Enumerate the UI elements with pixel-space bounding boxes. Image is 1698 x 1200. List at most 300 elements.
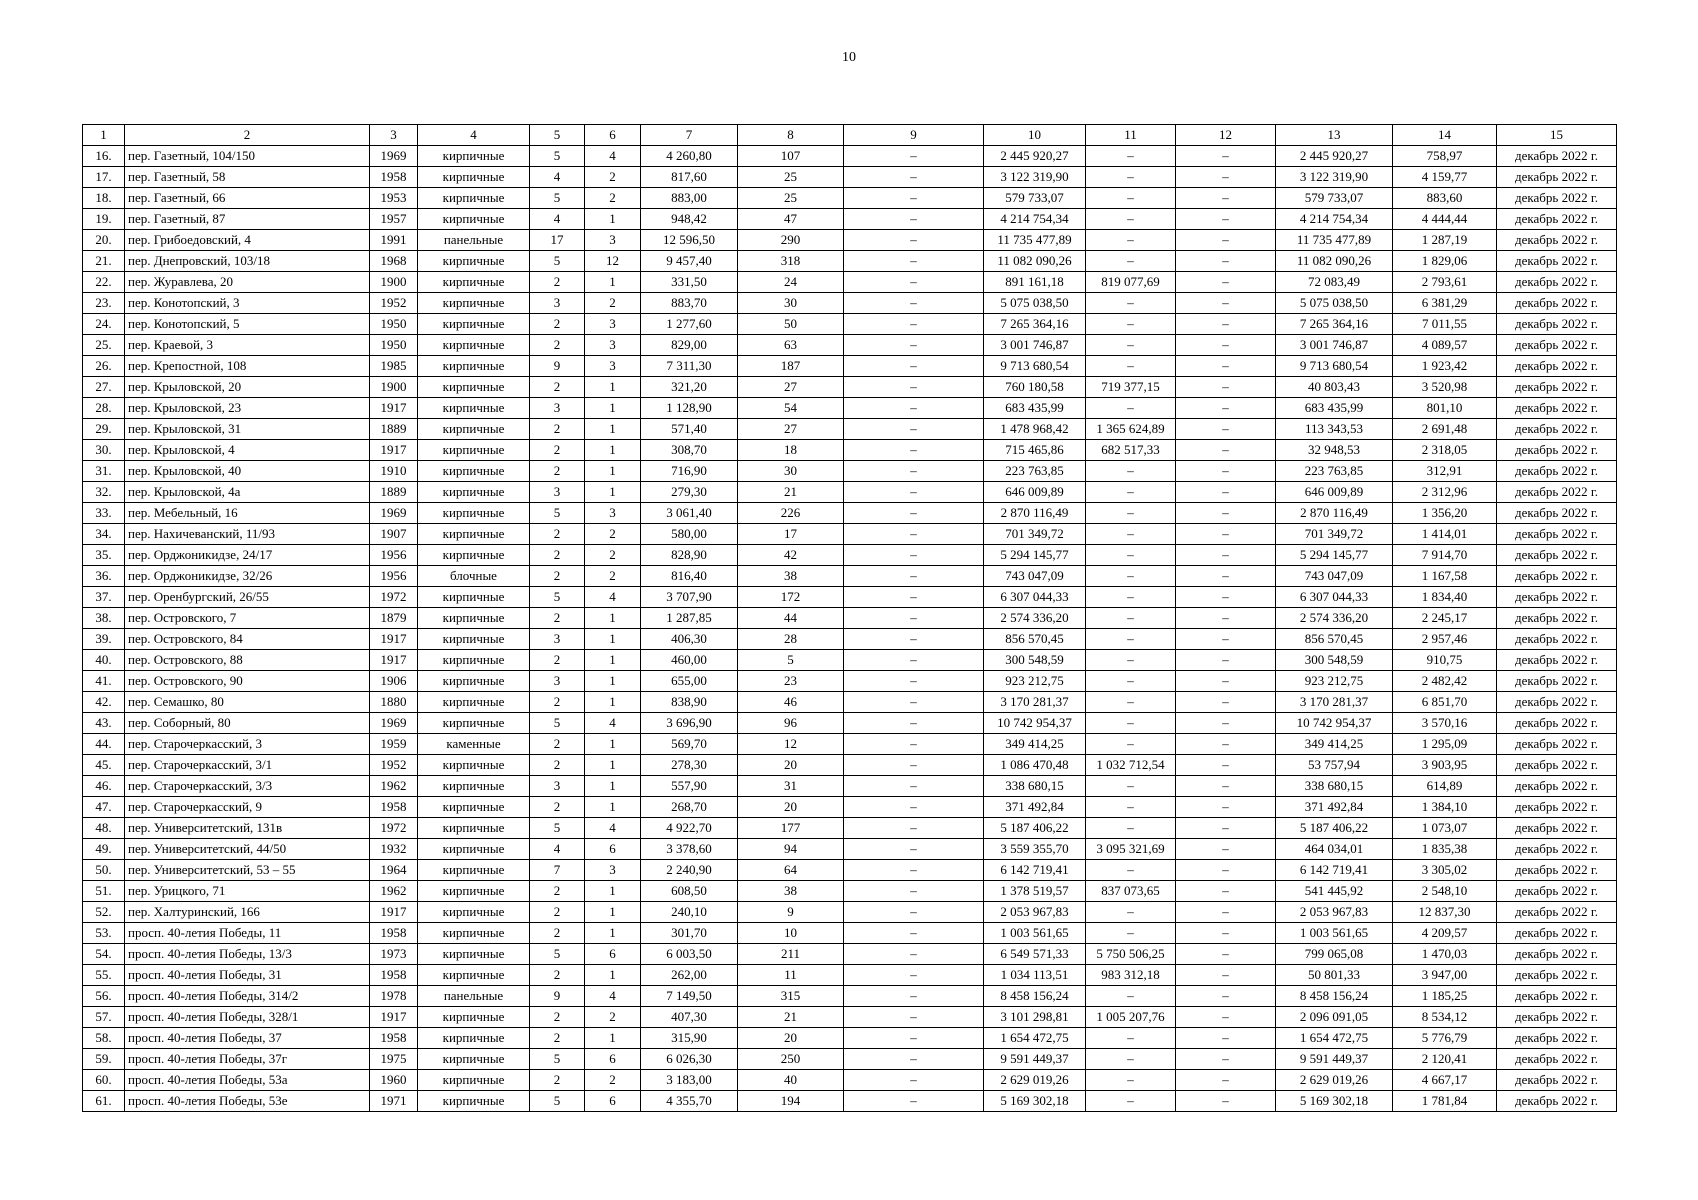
cell-floors: 2 [530,1070,585,1091]
cell-unit-cost: 8 534,12 [1393,1007,1497,1028]
cell-cost-col-12: – [1176,1091,1276,1112]
table-row [83,902,1617,923]
cell-cost-col-13: 10 742 954,37 [1276,713,1393,734]
cell-cost-col-9: – [844,188,984,209]
cell-cost-col-13: 300 548,59 [1276,650,1393,671]
cell-total-area: 828,90 [641,545,738,566]
cell-residents: 177 [738,818,844,839]
cell-year-built: 1956 [370,545,418,566]
cell-cost-col-12: – [1176,902,1276,923]
cell-completion-date: декабрь 2022 г. [1497,944,1617,965]
cell-year-built: 1906 [370,671,418,692]
table-row [83,1028,1617,1049]
cell-entrances: 4 [585,587,641,608]
cell-unit-cost: 1 167,58 [1393,566,1497,587]
cell-cost-col-11: – [1086,398,1176,419]
cell-wall-material: кирпичные [418,461,530,482]
cell-cost-col-12: – [1176,986,1276,1007]
cell-total-cost: 8 458 156,24 [984,986,1086,1007]
cell-completion-date: декабрь 2022 г. [1497,902,1617,923]
cell-wall-material: блочные [418,566,530,587]
table-row [83,335,1617,356]
cell-year-built: 1959 [370,734,418,755]
cell-cost-col-9: – [844,146,984,167]
cell-entrances: 6 [585,1049,641,1070]
cell-completion-date: декабрь 2022 г. [1497,608,1617,629]
cell-cost-col-9: – [844,818,984,839]
cell-cost-col-12: – [1176,881,1276,902]
cell-cost-col-13: 50 801,33 [1276,965,1393,986]
cell-cost-col-12: – [1176,545,1276,566]
cell-entrances: 1 [585,440,641,461]
cell-residents: 47 [738,209,844,230]
cell-wall-material: кирпичные [418,965,530,986]
cell-entrances: 1 [585,734,641,755]
cell-address: пер. Нахичеванский, 11/93 [125,524,370,545]
cell-year-built: 1969 [370,503,418,524]
cell-completion-date: декабрь 2022 г. [1497,1007,1617,1028]
cell-address: пер. Краевой, 3 [125,335,370,356]
cell-address: просп. 40-летия Победы, 328/1 [125,1007,370,1028]
cell-total-area: 7 149,50 [641,986,738,1007]
cell-total-area: 4 355,70 [641,1091,738,1112]
cell-wall-material: кирпичные [418,251,530,272]
cell-row-number: 41. [83,671,125,692]
cell-row-number: 20. [83,230,125,251]
cell-cost-col-13: 5 294 145,77 [1276,545,1393,566]
cell-completion-date: декабрь 2022 г. [1497,377,1617,398]
cell-entrances: 1 [585,461,641,482]
cell-cost-col-12: – [1176,461,1276,482]
cell-wall-material: кирпичные [418,755,530,776]
cell-cost-col-13: 1 654 472,75 [1276,1028,1393,1049]
cell-address: пер. Соборный, 80 [125,713,370,734]
cell-floors: 2 [530,734,585,755]
cell-floors: 2 [530,524,585,545]
cell-year-built: 1969 [370,146,418,167]
cell-completion-date: декабрь 2022 г. [1497,545,1617,566]
cell-unit-cost: 3 305,02 [1393,860,1497,881]
cell-total-cost: 2 445 920,27 [984,146,1086,167]
cell-row-number: 57. [83,1007,125,1028]
table-row [83,755,1617,776]
cell-cost-col-12: – [1176,1049,1276,1070]
cell-year-built: 1917 [370,902,418,923]
table-row [83,734,1617,755]
cell-row-number: 55. [83,965,125,986]
cell-unit-cost: 3 947,00 [1393,965,1497,986]
table-row [83,1070,1617,1091]
cell-unit-cost: 2 548,10 [1393,881,1497,902]
cell-wall-material: кирпичные [418,923,530,944]
cell-unit-cost: 6 851,70 [1393,692,1497,713]
table-row [83,881,1617,902]
cell-entrances: 12 [585,251,641,272]
cell-total-area: 6 003,50 [641,944,738,965]
cell-residents: 27 [738,419,844,440]
cell-cost-col-9: – [844,251,984,272]
cell-floors: 2 [530,419,585,440]
cell-address: просп. 40-летия Победы, 53а [125,1070,370,1091]
cell-completion-date: декабрь 2022 г. [1497,209,1617,230]
cell-address: просп. 40-летия Победы, 31 [125,965,370,986]
cell-row-number: 51. [83,881,125,902]
cell-residents: 107 [738,146,844,167]
cell-completion-date: декабрь 2022 г. [1497,293,1617,314]
cell-unit-cost: 12 837,30 [1393,902,1497,923]
cell-cost-col-12: – [1176,293,1276,314]
cell-address: пер. Крыловской, 31 [125,419,370,440]
cell-total-cost: 1 086 470,48 [984,755,1086,776]
cell-residents: 38 [738,881,844,902]
cell-floors: 5 [530,944,585,965]
cell-entrances: 4 [585,713,641,734]
cell-total-area: 655,00 [641,671,738,692]
cell-unit-cost: 7 011,55 [1393,314,1497,335]
cell-completion-date: декабрь 2022 г. [1497,251,1617,272]
cell-entrances: 2 [585,1070,641,1091]
cell-row-number: 34. [83,524,125,545]
cell-residents: 94 [738,839,844,860]
cell-total-cost: 5 294 145,77 [984,545,1086,566]
table-row [83,398,1617,419]
cell-cost-col-12: – [1176,398,1276,419]
cell-cost-col-9: – [844,860,984,881]
column-header-2: 2 [125,125,370,146]
table-row [83,272,1617,293]
cell-cost-col-13: 72 083,49 [1276,272,1393,293]
cell-entrances: 2 [585,1007,641,1028]
cell-unit-cost: 3 570,16 [1393,713,1497,734]
cell-row-number: 22. [83,272,125,293]
cell-cost-col-11: 1 005 207,76 [1086,1007,1176,1028]
cell-cost-col-12: – [1176,209,1276,230]
cell-floors: 5 [530,251,585,272]
cell-cost-col-11: – [1086,146,1176,167]
cell-unit-cost: 4 667,17 [1393,1070,1497,1091]
cell-year-built: 1880 [370,692,418,713]
cell-cost-col-13: 464 034,01 [1276,839,1393,860]
cell-completion-date: декабрь 2022 г. [1497,335,1617,356]
cell-address: пер. Крыловской, 40 [125,461,370,482]
cell-completion-date: декабрь 2022 г. [1497,629,1617,650]
cell-year-built: 1952 [370,293,418,314]
cell-cost-col-9: – [844,881,984,902]
cell-cost-col-12: – [1176,440,1276,461]
table-row [83,146,1617,167]
cell-floors: 2 [530,608,585,629]
cell-wall-material: кирпичные [418,188,530,209]
cell-unit-cost: 4 089,57 [1393,335,1497,356]
cell-unit-cost: 3 903,95 [1393,755,1497,776]
cell-cost-col-11: – [1086,629,1176,650]
cell-floors: 5 [530,587,585,608]
cell-unit-cost: 5 776,79 [1393,1028,1497,1049]
cell-wall-material: кирпичные [418,692,530,713]
cell-floors: 3 [530,776,585,797]
cell-floors: 5 [530,503,585,524]
cell-row-number: 26. [83,356,125,377]
table-row [83,650,1617,671]
table-row [83,671,1617,692]
cell-entrances: 6 [585,839,641,860]
cell-floors: 2 [530,272,585,293]
cell-total-cost: 3 559 355,70 [984,839,1086,860]
column-number-row [83,125,1617,146]
cell-year-built: 1953 [370,188,418,209]
cell-residents: 30 [738,293,844,314]
column-header-3: 3 [370,125,418,146]
cell-address: пер. Грибоедовский, 4 [125,230,370,251]
cell-address: пер. Орджоникидзе, 32/26 [125,566,370,587]
column-header-9: 9 [844,125,984,146]
cell-address: просп. 40-летия Победы, 37 [125,1028,370,1049]
cell-floors: 5 [530,1049,585,1070]
cell-total-cost: 2 629 019,26 [984,1070,1086,1091]
cell-address: пер. Крыловской, 4 [125,440,370,461]
table-row [83,167,1617,188]
cell-total-area: 407,30 [641,1007,738,1028]
cell-residents: 96 [738,713,844,734]
cell-cost-col-12: – [1176,314,1276,335]
cell-cost-col-11: – [1086,314,1176,335]
cell-floors: 5 [530,1091,585,1112]
cell-residents: 24 [738,272,844,293]
cell-floors: 3 [530,671,585,692]
cell-wall-material: кирпичные [418,146,530,167]
cell-entrances: 1 [585,398,641,419]
cell-cost-col-9: – [844,230,984,251]
cell-row-number: 19. [83,209,125,230]
table-row [83,377,1617,398]
cell-total-cost: 1 034 113,51 [984,965,1086,986]
cell-entrances: 1 [585,797,641,818]
cell-completion-date: декабрь 2022 г. [1497,419,1617,440]
cell-unit-cost: 1 835,38 [1393,839,1497,860]
cell-cost-col-13: 223 763,85 [1276,461,1393,482]
cell-total-area: 817,60 [641,167,738,188]
cell-cost-col-12: – [1176,734,1276,755]
cell-total-area: 716,90 [641,461,738,482]
cell-cost-col-12: – [1176,818,1276,839]
cell-completion-date: декабрь 2022 г. [1497,482,1617,503]
cell-completion-date: декабрь 2022 г. [1497,734,1617,755]
table-row [83,797,1617,818]
cell-entrances: 3 [585,356,641,377]
cell-cost-col-13: 1 003 561,65 [1276,923,1393,944]
cell-year-built: 1972 [370,818,418,839]
cell-cost-col-11: – [1086,335,1176,356]
cell-total-cost: 3 122 319,90 [984,167,1086,188]
cell-wall-material: кирпичные [418,1028,530,1049]
cell-total-area: 3 183,00 [641,1070,738,1091]
cell-entrances: 2 [585,188,641,209]
cell-wall-material: кирпичные [418,881,530,902]
cell-total-cost: 701 349,72 [984,524,1086,545]
cell-entrances: 1 [585,671,641,692]
cell-wall-material: кирпичные [418,377,530,398]
cell-residents: 194 [738,1091,844,1112]
cell-entrances: 4 [585,146,641,167]
cell-residents: 23 [738,671,844,692]
cell-year-built: 1958 [370,965,418,986]
cell-entrances: 3 [585,314,641,335]
cell-residents: 226 [738,503,844,524]
cell-entrances: 1 [585,209,641,230]
table-row [83,1007,1617,1028]
cell-row-number: 43. [83,713,125,734]
cell-year-built: 1900 [370,377,418,398]
cell-cost-col-11: – [1086,1049,1176,1070]
cell-completion-date: декабрь 2022 г. [1497,272,1617,293]
cell-year-built: 1985 [370,356,418,377]
table-row [83,209,1617,230]
cell-address: пер. Урицкого, 71 [125,881,370,902]
cell-cost-col-11: – [1086,251,1176,272]
cell-year-built: 1971 [370,1091,418,1112]
cell-total-cost: 2 870 116,49 [984,503,1086,524]
cell-completion-date: декабрь 2022 г. [1497,671,1617,692]
cell-unit-cost: 1 414,01 [1393,524,1497,545]
cell-cost-col-11: 682 517,33 [1086,440,1176,461]
cell-wall-material: кирпичные [418,713,530,734]
cell-year-built: 1972 [370,587,418,608]
cell-residents: 44 [738,608,844,629]
cell-total-cost: 4 214 754,34 [984,209,1086,230]
cell-cost-col-12: – [1176,755,1276,776]
cell-residents: 64 [738,860,844,881]
cell-cost-col-13: 11 735 477,89 [1276,230,1393,251]
cell-wall-material: кирпичные [418,482,530,503]
cell-cost-col-13: 2 445 920,27 [1276,146,1393,167]
cell-total-cost: 891 161,18 [984,272,1086,293]
cell-unit-cost: 2 120,41 [1393,1049,1497,1070]
cell-cost-col-13: 338 680,15 [1276,776,1393,797]
cell-cost-col-12: – [1176,839,1276,860]
cell-address: пер. Старочеркасский, 3/3 [125,776,370,797]
table-row [83,1049,1617,1070]
cell-year-built: 1950 [370,335,418,356]
cell-completion-date: декабрь 2022 г. [1497,881,1617,902]
cell-cost-col-13: 3 001 746,87 [1276,335,1393,356]
cell-year-built: 1960 [370,1070,418,1091]
cell-year-built: 1889 [370,419,418,440]
cell-year-built: 1962 [370,881,418,902]
cell-row-number: 47. [83,797,125,818]
cell-cost-col-11: 3 095 321,69 [1086,839,1176,860]
cell-year-built: 1952 [370,755,418,776]
cell-cost-col-13: 32 948,53 [1276,440,1393,461]
cell-year-built: 1900 [370,272,418,293]
cell-row-number: 45. [83,755,125,776]
cell-cost-col-11: – [1086,692,1176,713]
cell-completion-date: декабрь 2022 г. [1497,818,1617,839]
cell-cost-col-9: – [844,566,984,587]
table-row [83,1091,1617,1112]
table-row [83,944,1617,965]
cell-residents: 63 [738,335,844,356]
cell-cost-col-11: – [1086,482,1176,503]
table-row [83,545,1617,566]
cell-entrances: 1 [585,755,641,776]
cell-cost-col-13: 646 009,89 [1276,482,1393,503]
cell-completion-date: декабрь 2022 г. [1497,1049,1617,1070]
cell-cost-col-12: – [1176,377,1276,398]
cell-address: просп. 40-летия Победы, 53е [125,1091,370,1112]
cell-entrances: 3 [585,335,641,356]
cell-total-cost: 6 307 044,33 [984,587,1086,608]
column-header-7: 7 [641,125,738,146]
cell-unit-cost: 1 287,19 [1393,230,1497,251]
cell-wall-material: кирпичные [418,839,530,860]
cell-row-number: 37. [83,587,125,608]
cell-year-built: 1917 [370,650,418,671]
cell-cost-col-12: – [1176,188,1276,209]
cell-floors: 2 [530,881,585,902]
table-row [83,419,1617,440]
cell-cost-col-13: 7 265 364,16 [1276,314,1393,335]
cell-completion-date: декабрь 2022 г. [1497,356,1617,377]
cell-residents: 42 [738,545,844,566]
cell-cost-col-9: – [844,461,984,482]
cell-year-built: 1917 [370,629,418,650]
cell-year-built: 1969 [370,713,418,734]
page-number: 10 [842,50,856,65]
cell-cost-col-11: – [1086,566,1176,587]
table-row [83,293,1617,314]
cell-cost-col-9: – [844,1091,984,1112]
cell-total-cost: 715 465,86 [984,440,1086,461]
cell-wall-material: кирпичные [418,440,530,461]
cell-cost-col-11: – [1086,797,1176,818]
cell-cost-col-11: – [1086,1070,1176,1091]
cell-entrances: 6 [585,944,641,965]
housing-register-table [82,124,1617,1112]
cell-year-built: 1910 [370,461,418,482]
cell-cost-col-11: – [1086,461,1176,482]
cell-total-area: 3 696,90 [641,713,738,734]
column-header-11: 11 [1086,125,1176,146]
cell-address: пер. Старочеркасский, 3/1 [125,755,370,776]
cell-cost-col-11: – [1086,986,1176,1007]
cell-completion-date: декабрь 2022 г. [1497,650,1617,671]
cell-residents: 11 [738,965,844,986]
cell-wall-material: кирпичные [418,860,530,881]
cell-entrances: 2 [585,566,641,587]
cell-total-area: 301,70 [641,923,738,944]
cell-residents: 30 [738,461,844,482]
cell-completion-date: декабрь 2022 г. [1497,923,1617,944]
cell-address: пер. Университетский, 131в [125,818,370,839]
cell-row-number: 52. [83,902,125,923]
cell-unit-cost: 7 914,70 [1393,545,1497,566]
cell-cost-col-11: 5 750 506,25 [1086,944,1176,965]
cell-total-area: 3 707,90 [641,587,738,608]
table-row [83,524,1617,545]
cell-cost-col-12: – [1176,650,1276,671]
cell-row-number: 42. [83,692,125,713]
cell-unit-cost: 1 384,10 [1393,797,1497,818]
cell-row-number: 30. [83,440,125,461]
cell-floors: 2 [530,797,585,818]
cell-cost-col-13: 5 075 038,50 [1276,293,1393,314]
cell-cost-col-13: 701 349,72 [1276,524,1393,545]
cell-cost-col-9: – [844,692,984,713]
cell-residents: 250 [738,1049,844,1070]
cell-unit-cost: 2 957,46 [1393,629,1497,650]
cell-cost-col-9: – [844,608,984,629]
cell-wall-material: панельные [418,230,530,251]
